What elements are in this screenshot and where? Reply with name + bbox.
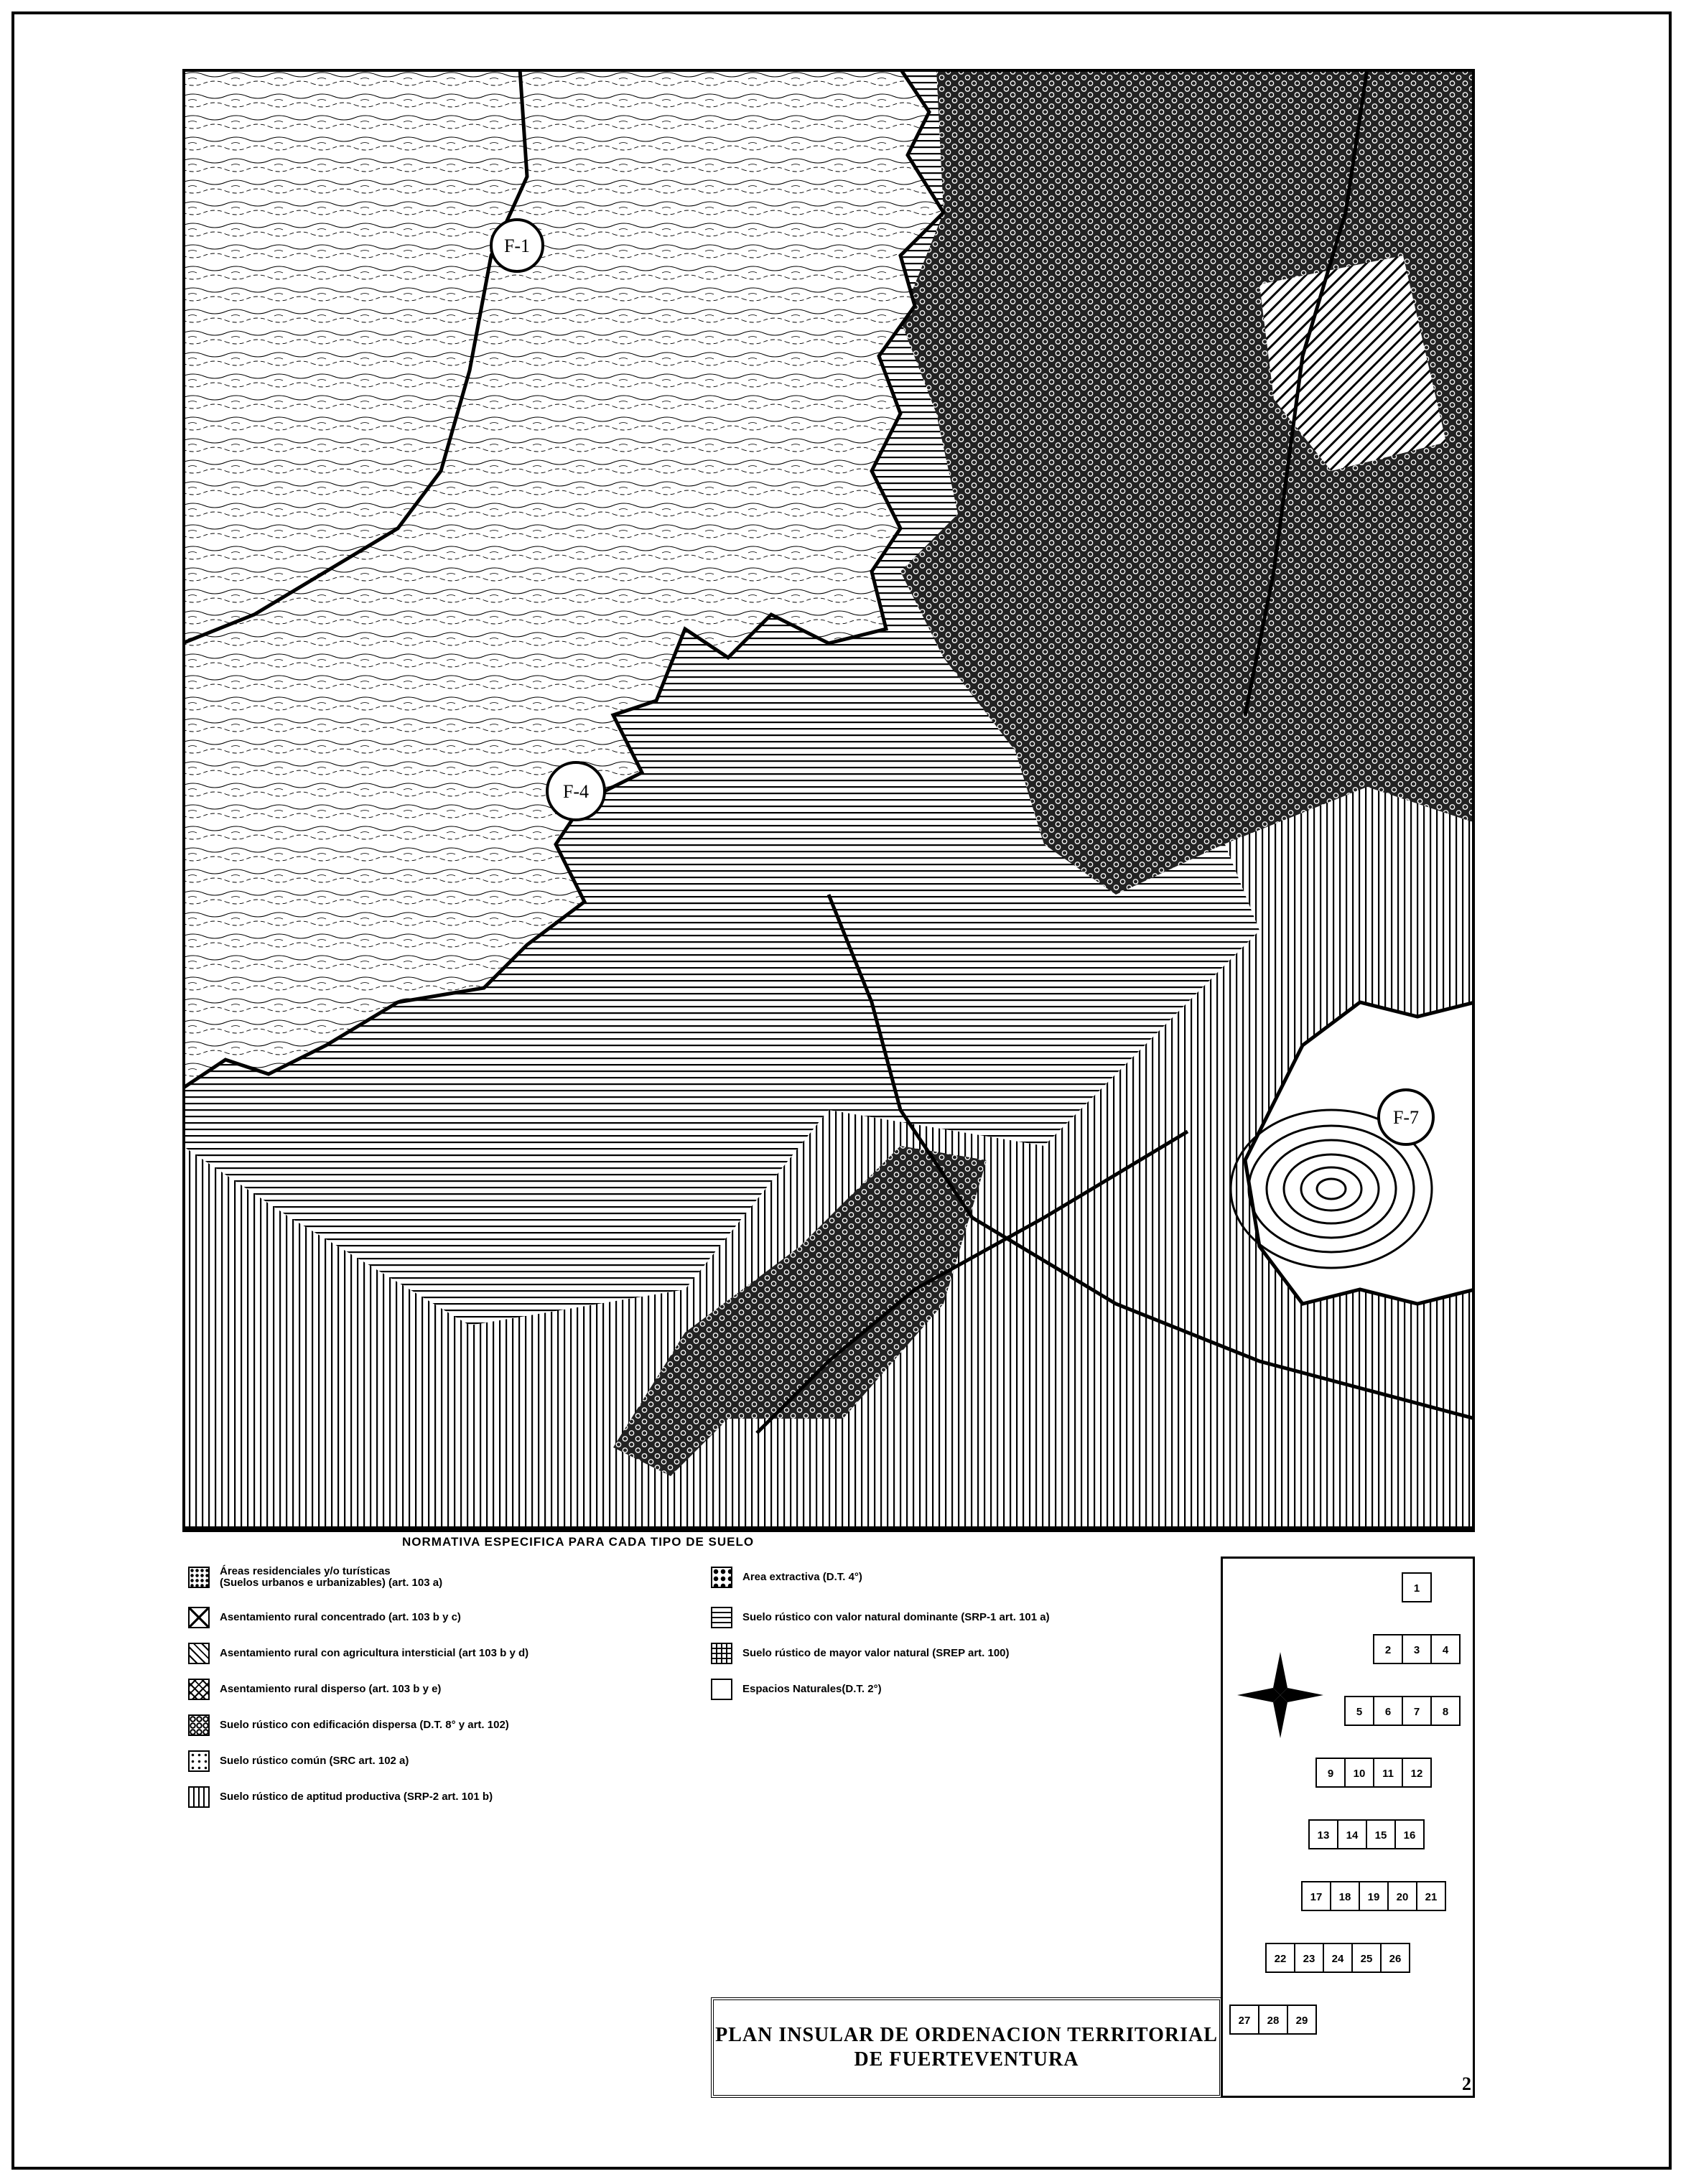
legend-label: Asentamiento rural concentrado (art. 103 b y c) [220,1611,461,1623]
legend-item-higher-natural [711,1640,1010,1667]
extractive-swatch [711,1567,732,1588]
key-map-sheet-number: 5 [1356,1706,1363,1718]
legend-label: Asentamiento rural con agricultura intersticial (art 103 b y d) [220,1647,529,1659]
key-map-grid [1230,1573,1460,2034]
common-swatch [188,1750,210,1772]
key-map-sheet-number: 19 [1367,1891,1380,1903]
legend-label: Asentamiento rural disperso (art. 103 b y e) [220,1683,442,1695]
legend-label: Suelo rústico con valor natural dominante (SRP-1 art. 101 a) [742,1611,1050,1623]
residential-swatch [188,1567,210,1588]
key-map-sheet-number: 23 [1303,1953,1315,1965]
legend-item-productive [188,1783,493,1811]
sheet-marker-F7[interactable] [1379,1090,1433,1144]
rustic-building-swatch [188,1714,210,1736]
key-map-sheet-number: 13 [1317,1829,1330,1842]
legend-label: Suelo rústico común (SRC art. 102 a) [220,1755,409,1767]
sheet-marker-F1[interactable] [491,220,543,271]
agricultural-swatch [188,1643,210,1664]
key-map-sheet-number: 3 [1413,1644,1420,1656]
legend-label: Espacios Naturales(D.T. 2°) [742,1683,882,1695]
key-map-sheet-number: 11 [1382,1768,1394,1780]
key-map-sheet-number: 24 [1331,1953,1344,1965]
page-mark: 2 [1462,2073,1471,2094]
legend-item-agricultural [188,1640,528,1667]
key-map-sheet-number: 17 [1310,1891,1323,1903]
key-map-sheet-number: 29 [1295,2015,1308,2027]
key-map-sheet-number: 12 [1410,1768,1423,1780]
key-map-drawing [1223,1559,1473,2096]
key-map-sheet-number: 21 [1425,1891,1438,1903]
map-left-rule [182,69,185,1529]
key-map-sheet-number: 1 [1413,1582,1420,1595]
legend-item-dispersed [188,1676,441,1703]
key-map-sheet-number: 20 [1396,1891,1409,1903]
svg-text:F-4: F-4 [562,781,590,802]
key-map-sheet-number: 9 [1327,1768,1334,1780]
legend-divider [182,1529,1475,1532]
svg-text:F-7: F-7 [1392,1107,1420,1128]
higher-natural-swatch [711,1643,732,1664]
svg-text:F-1: F-1 [503,235,531,256]
key-map-sheet-number: 4 [1442,1644,1449,1656]
natural-dominant-swatch [711,1607,732,1628]
key-map[interactable] [1221,1557,1475,2098]
key-map-sheet-number: 26 [1389,1953,1402,1965]
key-map-sheet-number: 2 [1384,1644,1392,1656]
key-map-sheet-number: 27 [1238,2015,1251,2027]
key-map-sheet-number: 14 [1346,1829,1359,1842]
legend-item-extractive [711,1564,862,1591]
map-sheet[interactable] [182,69,1475,1529]
natural-spaces-swatch [711,1679,732,1700]
concentrated-swatch [188,1607,210,1628]
key-map-sheet-number: 6 [1384,1706,1392,1718]
key-map-sheet-number: 16 [1403,1829,1416,1842]
key-map-sheet-number: 22 [1274,1953,1287,1965]
legend-item-concentrated [188,1604,461,1631]
plan-title-line2: DE FUERTEVENTURA [854,2048,1079,2071]
key-map-sheet-number: 8 [1442,1706,1449,1718]
legend-label: Area extractiva (D.T. 4°) [742,1571,862,1583]
legend-item-rustic-building [188,1712,509,1739]
productive-swatch [188,1786,210,1808]
key-map-sheet-number: 15 [1374,1829,1387,1842]
legend-label: Suelo rústico con edificación dispersa (D.T. 8° y art. 102) [220,1719,509,1731]
legend-item-residential [188,1564,442,1591]
key-map-sheet-number: 18 [1338,1891,1351,1903]
plan-title-line1: PLAN INSULAR DE ORDENACION TERRITORIAL [715,2024,1218,2046]
plan-title-box [711,1997,1222,2098]
legend-label-sub: (Suelos urbanos e urbanizables) (art. 103 a) [220,1577,443,1589]
key-map-sheet-number: 7 [1413,1706,1420,1718]
sheet-marker-F4[interactable] [547,762,605,820]
legend-item-natural-dominant [711,1604,1050,1631]
legend-label: Suelo rústico de mayor valor natural (SREP art. 100) [742,1647,1010,1659]
legend-item-natural-spaces [711,1676,882,1703]
compass-icon [1237,1652,1323,1738]
land-use-map[interactable] [182,69,1475,1529]
key-map-sheet-number: 10 [1353,1768,1366,1780]
dispersed-swatch [188,1679,210,1700]
legend-label: Áreas residenciales y/o turísticas [220,1565,391,1577]
key-map-sheet-number: 25 [1360,1953,1373,1965]
legend-item-common [188,1747,409,1775]
legend-title: NORMATIVA ESPECIFICA PARA CADA TIPO DE SUELO [402,1535,755,1549]
key-map-sheet-number: 28 [1267,2015,1280,2027]
legend-label: Suelo rústico de aptitud productiva (SRP-2 art. 101 b) [220,1791,493,1803]
